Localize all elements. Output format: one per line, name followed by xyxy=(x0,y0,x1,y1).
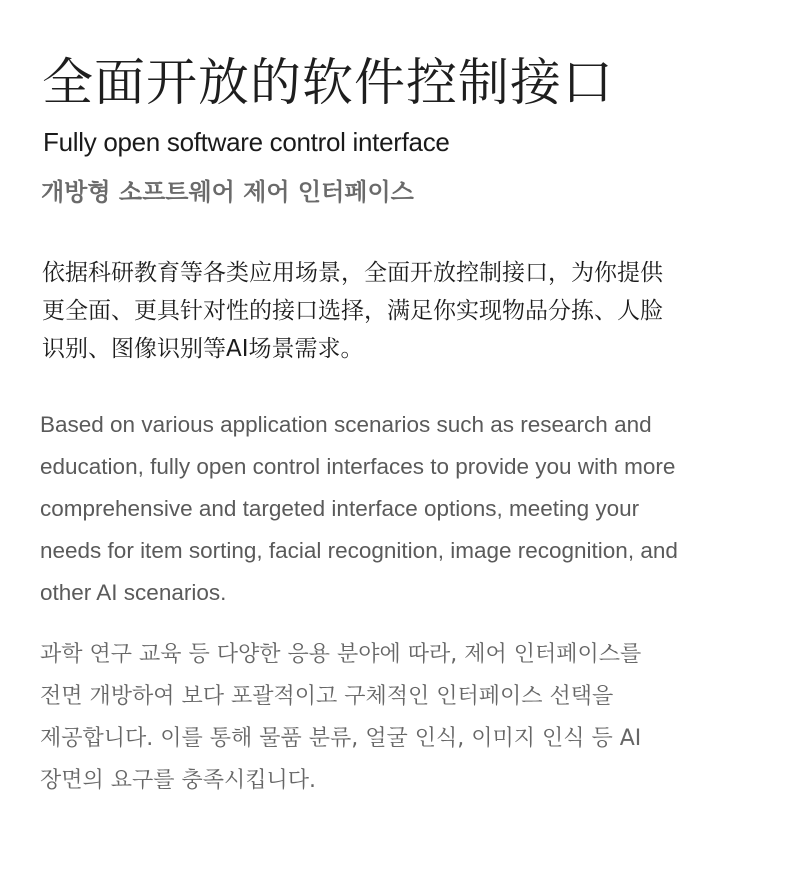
description-english-line: comprehensive and targeted interface options, meeting your xyxy=(40,496,640,521)
description-english xyxy=(40,404,750,614)
page-title-chinese: 全面开放的软件控制接口 xyxy=(42,54,615,113)
description-korean-line: 과학 연구 교육 등 다양한 응용 분야에 따라, 제어 인터페이스를 xyxy=(40,642,642,667)
description-chinese-line: 依据科研教育等各类应用场景，全面开放控制接口，为你提供 xyxy=(42,260,663,286)
page-title-english: Fully open software control interface xyxy=(43,127,450,157)
description-english-line: other AI scenarios. xyxy=(40,580,227,605)
page-title-korean: 개방형 소프트웨어 제어 인터페이스 xyxy=(41,178,414,206)
description-chinese xyxy=(42,254,742,368)
description-korean-line: 제공합니다. 이를 통해 물품 분류, 얼굴 인식, 이미지 인식 등 AI xyxy=(40,726,642,751)
description-korean-line: 전면 개방하여 보다 포괄적이고 구체적인 인터페이스 선택을 xyxy=(40,684,614,709)
description-english-line: education, fully open control interfaces to provide you with more xyxy=(40,454,676,479)
description-korean xyxy=(40,634,750,802)
description-chinese-line: 更全面、更具针对性的接口选择，满足你实现物品分拣、人脸 xyxy=(42,298,663,324)
description-korean-line: 장면의 요구를 충족시킵니다. xyxy=(40,768,317,793)
description-english-line: Based on various application scenarios such as research and xyxy=(40,412,652,437)
description-chinese-line: 识别、图像识别等AI场景需求。 xyxy=(42,336,364,362)
description-english-line: needs for item sorting, facial recognition, image recognition, and xyxy=(40,538,678,563)
